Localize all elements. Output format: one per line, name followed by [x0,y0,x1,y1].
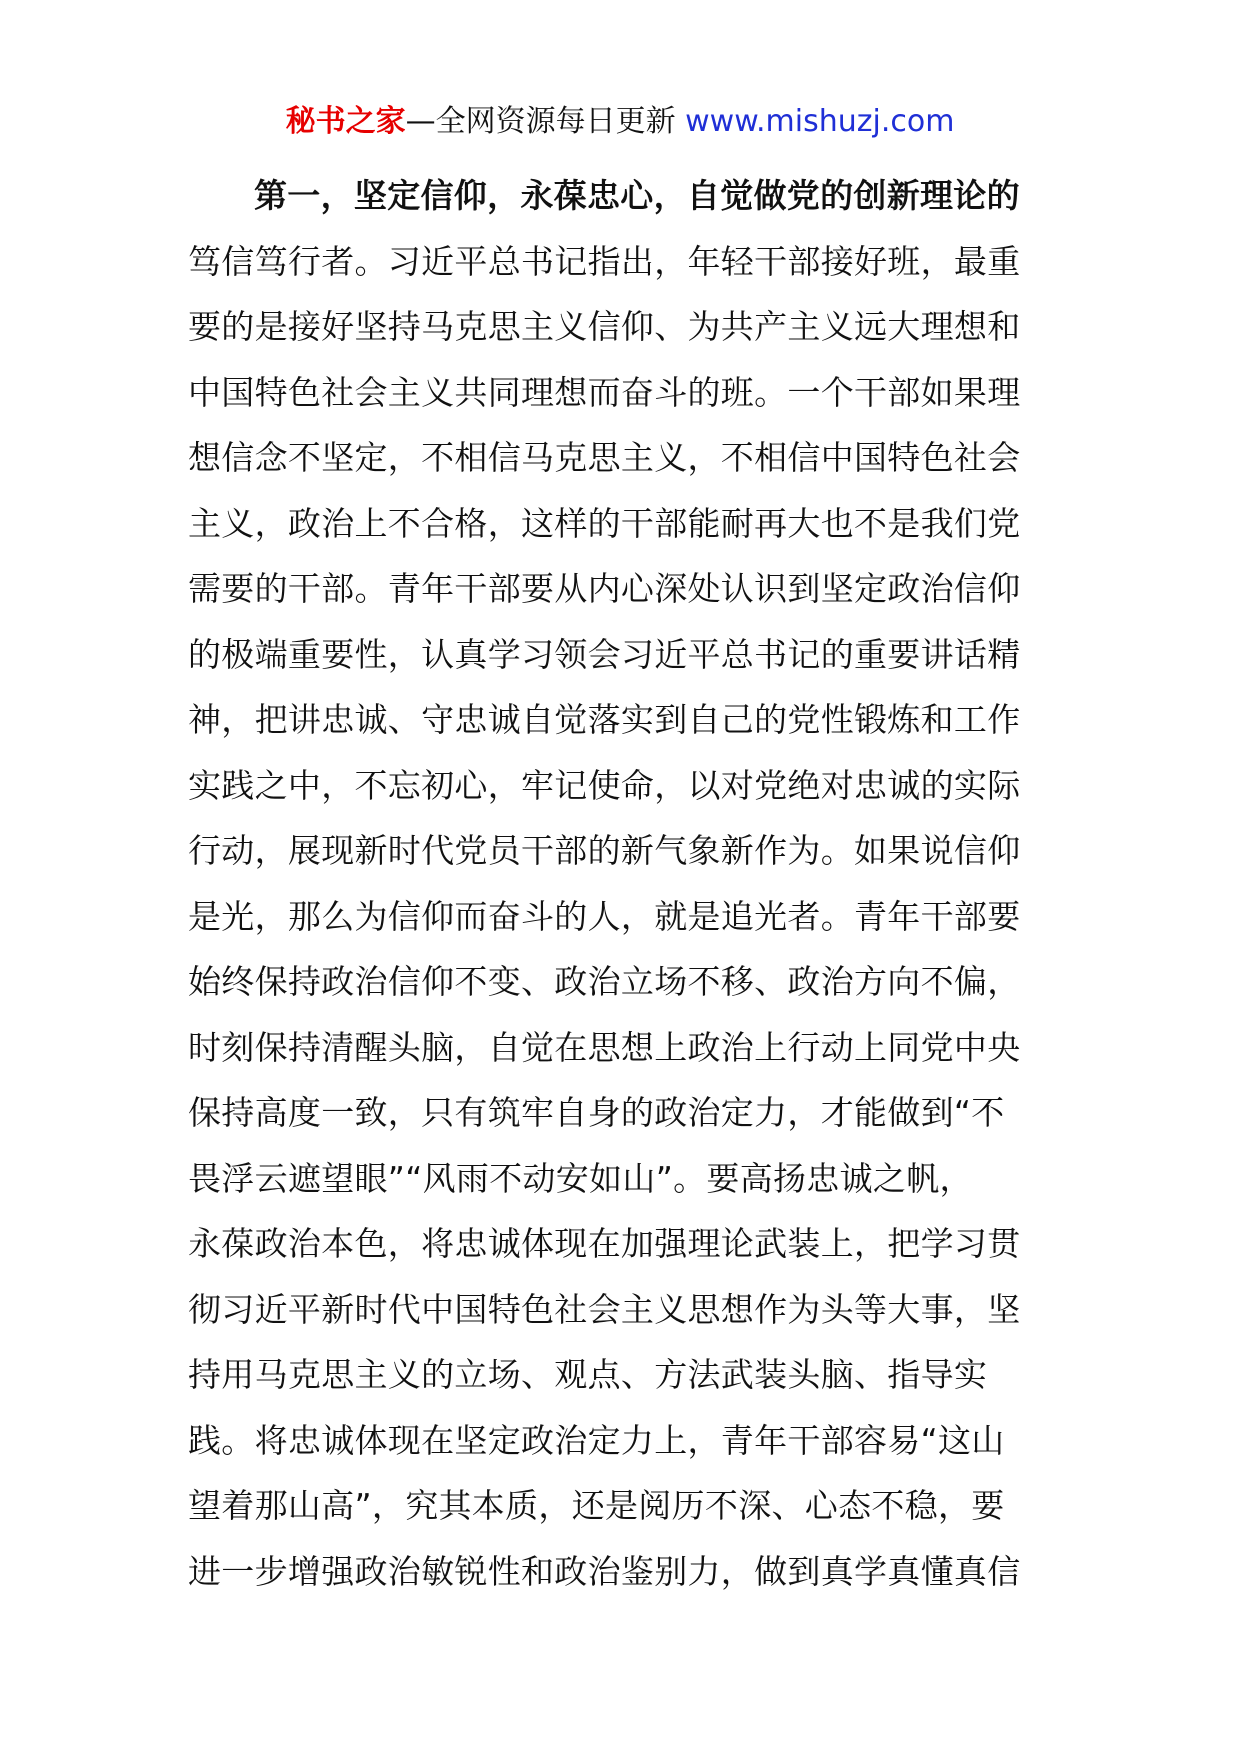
website-link[interactable]: www.mishuzj.com [685,104,955,139]
text-line: 保持高度一致，只有筑牢自身的政治定力，才能做到“不 [188,1093,1005,1132]
text-line: 是光，那么为信仰而奋斗的人，就是追光者。青年干部要 [188,896,1021,936]
text-line: 始终保持政治信仰不变、政治立场不移、政治方向不偏， [188,962,1021,1001]
text-line: 践。将忠诚体现在坚定政治定力上，青年干部容易“这山 [188,1420,1005,1460]
text-line: 永葆政治本色，将忠诚体现在加强理论武装上，把学习贯 [188,1224,1021,1263]
text-line: 笃信笃行者。习近平总书记指出，年轻干部接好班，最重 [188,241,1021,281]
text-line: 需要的干部。青年干部要从内心深处认识到坚定政治信仰 [188,569,1021,608]
text-line: 中国特色社会主义共同理想而奋斗的班。一个干部如果理 [188,372,1021,412]
text-line: 彻习近平新时代中国特色社会主义思想作为头等大事，坚 [188,1289,1021,1329]
text-line: 实践之中，不忘初心，牢记使命，以对党绝对忠诚的实际 [188,765,1021,805]
paragraph-lead-line: 第一，坚定信仰，永葆忠心，自觉做党的创新理论的 [254,176,1020,215]
header-tagline: —全网资源每日更新 [405,104,686,139]
text-line: 畏浮云遮望眼”“风雨不动安如山”。要高扬忠诚之帆， [188,1158,973,1198]
body-paragraph [188,163,1058,1604]
page-header [0,100,1240,144]
text-line: 行动，展现新时代党员干部的新气象新作为。如果说信仰 [188,831,1021,870]
text-line: 时刻保持清醒头脑，自觉在思想上政治上行动上同党中央 [188,1027,1021,1067]
text-line: 进一步增强政治敏锐性和政治鉴别力，做到真学真懂真信 [188,1551,1021,1591]
text-line: 主义，政治上不合格，这样的干部能耐再大也不是我们党 [188,503,1021,543]
text-line: 持用马克思主义的立场、观点、方法武装头脑、指导实 [188,1355,988,1394]
text-line: 望着那山高”，究其本质，还是阅历不深、心态不稳，要 [188,1486,1005,1525]
brand-name: 秘书之家 [285,104,406,139]
text-line: 要的是接好坚持马克思主义信仰、为共产主义远大理想和 [188,307,1021,346]
text-line: 的极端重要性，认真学习领会习近平总书记的重要讲话精 [188,634,1021,674]
text-line: 神，把讲忠诚、守忠诚自觉落实到自己的党性锻炼和工作 [188,700,1021,739]
text-line: 想信念不坚定，不相信马克思主义，不相信中国特色社会 [188,438,1021,477]
